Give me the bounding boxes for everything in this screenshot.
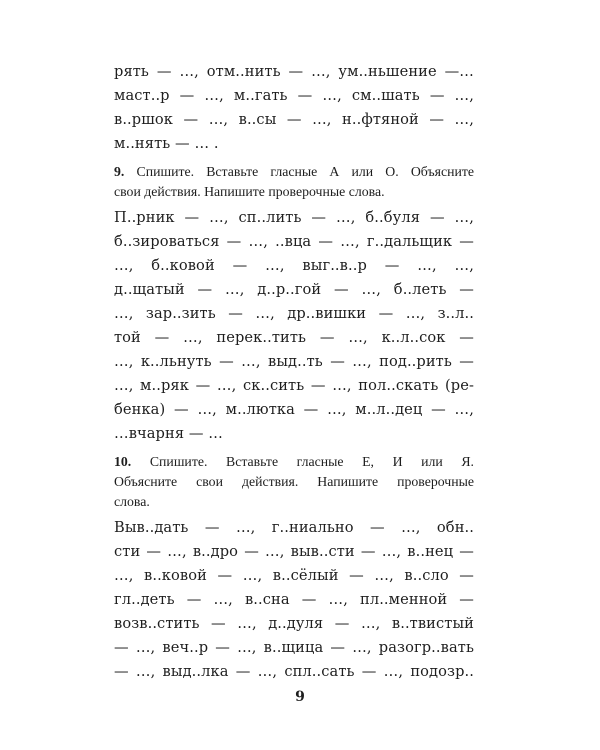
- task-10-number: 10.: [114, 454, 132, 469]
- task-9-line: …, м..ряк — …, ск..сить — …, пол..скать (ре-: [114, 377, 474, 394]
- task-10-line: …, в..ковой — …, в..сёлый — …, в..сло —: [114, 567, 474, 584]
- task-9-line: …, б..ковой — …, выг..в..р — …, …,: [114, 257, 474, 274]
- task-9-instruction-line2: свои действия. Напишите проверочные слова.: [114, 184, 385, 199]
- task-10-instruction: [114, 454, 474, 470]
- text-line: маст..р — …, м..гать — …, см..шать — …,: [114, 87, 474, 104]
- task-9-line: …, зар..зить — …, др..вишки — …, з..л..: [114, 305, 474, 322]
- task-9-line: той — …, перек..тить — …, к..л..сок —: [114, 329, 474, 346]
- task-10-instruction-line3: слова.: [114, 494, 150, 509]
- page-number: 9: [295, 689, 305, 705]
- task-9-line: …вчарня — …: [114, 425, 223, 442]
- task-10-line: гл..деть — …, в..сна — …, пл..менной —: [114, 591, 474, 608]
- task-10-line: возв..стить — …, д..дуля — …, в..твистый: [114, 615, 474, 632]
- task-10-line: — …, веч..р — …, в..щица — …, разогр..вать: [114, 639, 474, 656]
- task-9-line: д..щатый — …, д..р..гой — …, б..леть —: [114, 281, 474, 298]
- task-9-line: …, к..льнуть — …, выд..ть — …, под..рить —: [114, 353, 474, 370]
- task-9-instruction-line1: Спишите. Вставьте гласные А или О. Объясните: [136, 164, 475, 179]
- task-9-line: б..зироваться — …, ..вца — …, г..дальщик —: [114, 233, 474, 250]
- task-9-number: 9.: [114, 164, 125, 179]
- task-9-line: бенка) — …, м..лютка — …, м..л..дец — …,: [114, 401, 474, 418]
- task-9-line: П..рник — …, сп..лить — …, б..буля — …,: [114, 209, 474, 226]
- task-10-instruction-line2: Объясните свои действия. Напишите проверочные: [114, 474, 474, 489]
- task-10-instruction-line1: Спишите. Вставьте гласные Е, И или Я.: [149, 454, 475, 469]
- task-10-line: сти — …, в..дро — …, выв..сти — …, в..нец —: [114, 543, 474, 560]
- text-line: рять — …, отм..нить — …, ум..ньшение —…: [114, 63, 474, 80]
- task-10-line: — …, выд..лка — …, спл..сать — …, подозр..: [114, 663, 474, 680]
- text-line: м..нять — … .: [114, 135, 219, 152]
- text-line: в..ршок — …, в..сы — …, н..фтяной — …,: [114, 111, 474, 128]
- task-10-line: Выв..дать — …, г..ниально — …, обн..: [114, 519, 474, 536]
- task-9-instruction: [114, 164, 474, 180]
